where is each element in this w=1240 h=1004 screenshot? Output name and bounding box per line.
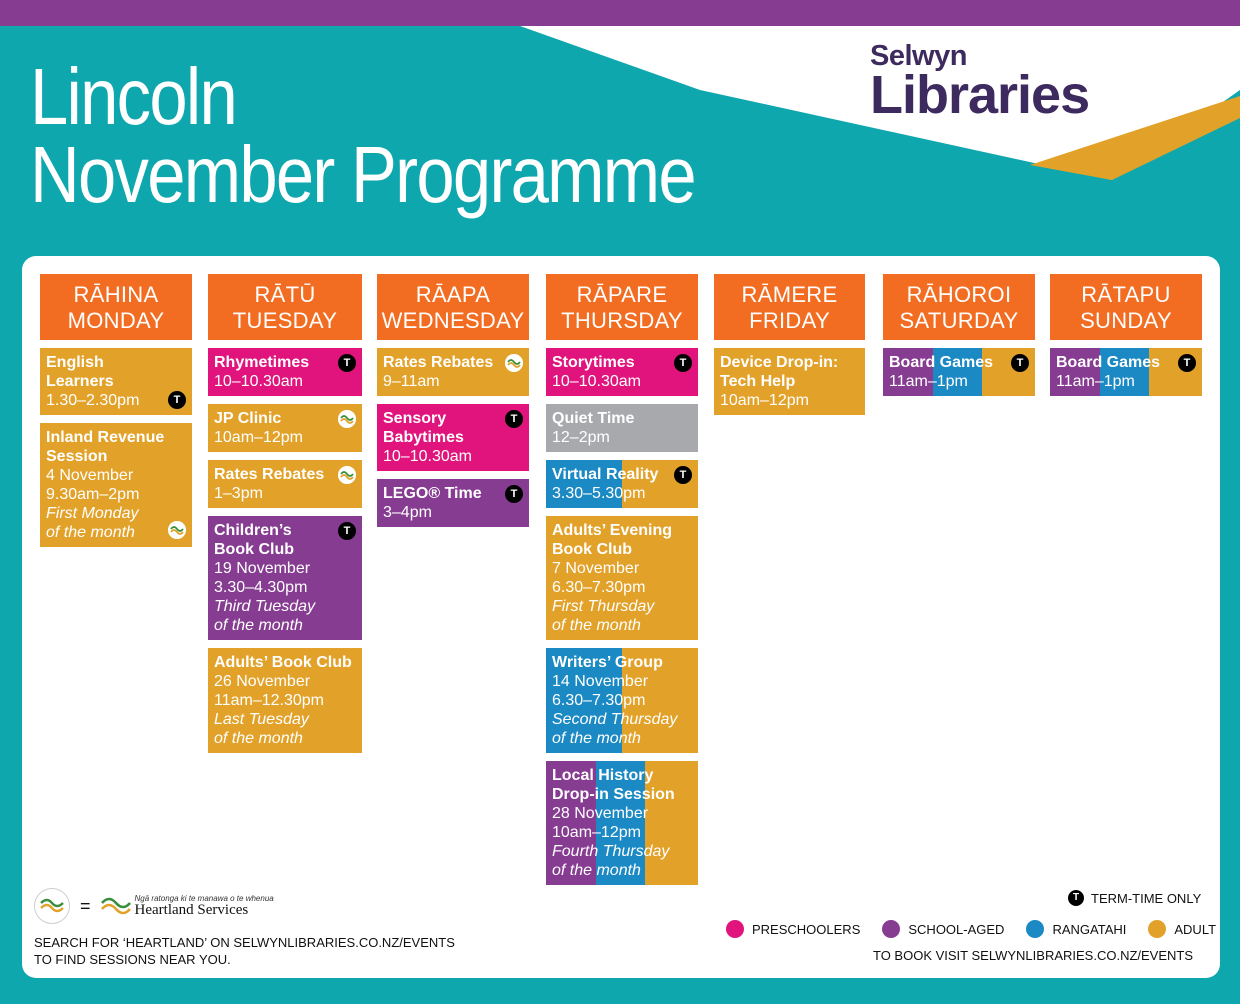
event-title: Virtual Reality (552, 466, 659, 483)
event-device-drop-in-tech-help[interactable] (714, 348, 865, 415)
event-rates-rebates[interactable] (377, 348, 529, 396)
event-detail: 10am–12pm (552, 824, 641, 841)
term-time-icon: T (168, 391, 186, 409)
event-title: Board Games (889, 354, 994, 371)
event-title: Board Games (1056, 354, 1161, 371)
heartland-icon (168, 521, 186, 539)
legend-school-aged (882, 920, 1004, 938)
heartland-brand-name: Heartland Services (134, 902, 249, 918)
event-title: LEGO® Time (383, 485, 482, 502)
event-recurrence: Third Tuesday (214, 598, 316, 615)
day-header-sunday (1050, 274, 1202, 340)
heartland-logo-icon (101, 895, 131, 917)
legend-rangatahi-label: RANGATAHI (1052, 921, 1127, 937)
event-board-games[interactable] (1050, 348, 1202, 396)
event-recurrence: Fourth Thursday (552, 843, 670, 860)
day-column-thursday (546, 274, 698, 885)
school-aged-dot-icon (882, 920, 900, 938)
audience-legend (726, 920, 1216, 938)
day-english-name: THURSDAY (561, 308, 683, 333)
event-adults-book-club[interactable] (208, 648, 362, 753)
legend-preschoolers-label: PRESCHOOLERS (752, 921, 861, 937)
term-time-icon: T (338, 522, 356, 540)
heartland-mark-icon (39, 897, 65, 915)
day-english-name: FRIDAY (749, 308, 830, 333)
event-detail: 11am–1pm (1056, 373, 1135, 390)
rangatahi-dot-icon (1026, 920, 1044, 938)
logo-line-2: Libraries (870, 65, 1090, 125)
heartland-circle-icon (34, 888, 70, 924)
event-virtual-reality[interactable] (546, 460, 698, 508)
preschoolers-dot-icon (726, 920, 744, 938)
equals-sign: = (80, 895, 91, 916)
event-inland-revenue-session[interactable] (40, 423, 192, 547)
day-column-sunday (1050, 274, 1202, 396)
day-header-thursday (546, 274, 698, 340)
event-sensory-babytimes[interactable] (377, 404, 529, 471)
event-detail: 7 November (552, 560, 640, 577)
event-detail: 10–10.30am (552, 373, 641, 390)
event-title: Local History Drop-in Session (552, 767, 675, 803)
event-storytimes[interactable] (546, 348, 698, 396)
legend-adult (1148, 920, 1216, 938)
day-english-name: WEDNESDAY (381, 308, 525, 333)
event-detail: 28 November (552, 805, 649, 822)
event-title: Rhymetimes (214, 354, 310, 371)
event-recurrence: Last Tuesday (214, 711, 309, 728)
term-badge-icon: T (1068, 890, 1084, 906)
day-maori-name: RĀHINA (73, 282, 159, 307)
heartland-brand (101, 894, 274, 918)
legend-adult-label: ADULT (1174, 921, 1217, 937)
day-header-friday (714, 274, 865, 340)
page-title (30, 52, 695, 219)
event-detail: 3.30–4.30pm (214, 579, 308, 596)
search-note-line-1: SEARCH FOR ‘HEARTLAND’ ON SELWYNLIBRARIES.CO.NZ/EVENTS (34, 935, 455, 950)
day-column-tuesday (208, 274, 362, 753)
legend-school-aged-label: SCHOOL-AGED (908, 921, 1005, 937)
selwyn-libraries-logo (870, 40, 1090, 125)
booking-note: TO BOOK VISIT SELWYNLIBRARIES.CO.NZ/EVENTS (873, 948, 1194, 963)
event-detail: 3.30–5.30pm (552, 485, 646, 502)
event-writers-group[interactable] (546, 648, 698, 753)
heartland-icon (338, 466, 356, 484)
day-header-saturday (883, 274, 1035, 340)
event-detail: 3–4pm (383, 504, 432, 521)
legend-preschoolers (726, 920, 860, 938)
event-title: Adults’ Evening Book Club (552, 522, 673, 558)
day-header-monday (40, 274, 192, 340)
heartland-search-note (34, 934, 455, 968)
event-title: Device Drop-in: Tech Help (720, 354, 839, 390)
event-recurrence: of the month (214, 617, 303, 634)
event-detail: 1.30–2.30pm (46, 392, 140, 409)
day-maori-name: RĀMERE (741, 282, 838, 307)
event-title: Rates Rebates (214, 466, 325, 483)
day-maori-name: RĀHOROI (906, 282, 1012, 307)
event-recurrence: of the month (552, 730, 641, 747)
term-time-icon: T (674, 354, 692, 372)
event-title: Quiet Time (552, 410, 635, 427)
event-local-history-drop-in-session[interactable] (546, 761, 698, 885)
event-title: Writers’ Group (552, 654, 663, 671)
event-title: Sensory Babytimes (383, 410, 464, 446)
event-board-games[interactable] (883, 348, 1035, 396)
day-column-friday (714, 274, 865, 415)
legend-term-only (1068, 890, 1201, 906)
event-rhymetimes[interactable] (208, 348, 362, 396)
day-header-wednesday (377, 274, 529, 340)
event-recurrence: of the month (214, 730, 303, 747)
day-maori-name: RĀAPA (415, 282, 491, 307)
event-detail: 11am–1pm (889, 373, 968, 390)
title-line-2: November Programme (30, 130, 695, 219)
event-detail: 1–3pm (214, 485, 263, 502)
event-title: JP Clinic (214, 410, 282, 427)
event-detail: 10am–12pm (720, 392, 809, 409)
legend-term-only-label: TERM-TIME ONLY (1091, 890, 1202, 906)
logo-line-1: Selwyn (870, 40, 967, 72)
heartland-tagline: Ngā ratonga ki te manawa o te whenua (134, 894, 274, 903)
event-detail: 26 November (214, 673, 311, 690)
event-detail: 9.30am–2pm (46, 486, 140, 503)
event-detail: 10–10.30am (214, 373, 303, 390)
day-maori-name: RĀPARE (576, 282, 668, 307)
event-title: Storytimes (552, 354, 635, 371)
event-english-learners[interactable] (40, 348, 192, 415)
event-detail: 10–10.30am (383, 448, 472, 465)
event-recurrence: of the month (552, 862, 641, 879)
term-time-icon: T (674, 466, 692, 484)
term-time-icon: T (1011, 354, 1029, 372)
day-column-monday (40, 274, 192, 547)
event-adults-evening-book-club[interactable] (546, 516, 698, 640)
event-detail: 12–2pm (552, 429, 610, 446)
term-time-icon: T (505, 410, 523, 428)
event-recurrence: First Monday (46, 505, 139, 522)
event-recurrence: First Thursday (552, 598, 655, 615)
event-detail: 6.30–7.30pm (552, 692, 646, 709)
event-children-s-book-club[interactable] (208, 516, 362, 640)
search-note-line-2: TO FIND SESSIONS NEAR YOU. (34, 952, 231, 967)
event-rates-rebates[interactable] (208, 460, 362, 508)
term-time-icon: T (505, 485, 523, 503)
term-time-icon: T (338, 354, 356, 372)
heartland-icon (505, 354, 523, 372)
heartland-key (34, 888, 274, 924)
event-title: English Learners (46, 354, 114, 390)
event-detail: 11am–12.30pm (214, 692, 324, 709)
event-detail: 19 November (214, 560, 311, 577)
event-detail: 14 November (552, 673, 649, 690)
day-column-wednesday (377, 274, 529, 527)
event-title: Adults’ Book Club (214, 654, 352, 671)
adult-dot-icon (1148, 920, 1166, 938)
day-maori-name: RĀTŪ (254, 282, 316, 307)
event-detail: 9–11am (383, 373, 440, 390)
day-column-saturday (883, 274, 1035, 396)
event-recurrence: of the month (552, 617, 641, 634)
event-lego-time[interactable] (377, 479, 529, 527)
term-time-icon: T (1178, 354, 1196, 372)
title-line-1: Lincoln (30, 52, 236, 141)
event-jp-clinic[interactable] (208, 404, 362, 452)
event-title: Children’s Book Club (214, 522, 294, 558)
day-english-name: TUESDAY (232, 308, 338, 333)
event-quiet-time[interactable] (546, 404, 698, 452)
day-english-name: SUNDAY (1080, 308, 1172, 333)
day-english-name: SATURDAY (899, 308, 1019, 333)
day-header-tuesday (208, 274, 362, 340)
heartland-icon (338, 410, 356, 428)
event-recurrence: Second Thursday (552, 711, 678, 728)
legend-rangatahi (1026, 920, 1126, 938)
event-recurrence: of the month (46, 524, 135, 541)
event-detail: 6.30–7.30pm (552, 579, 646, 596)
event-detail: 4 November (46, 467, 134, 484)
event-title: Rates Rebates (383, 354, 494, 371)
day-english-name: MONDAY (67, 308, 165, 333)
day-maori-name: RĀTAPU (1081, 282, 1171, 307)
event-title: Inland Revenue Session (46, 429, 165, 465)
event-detail: 10am–12pm (214, 429, 303, 446)
